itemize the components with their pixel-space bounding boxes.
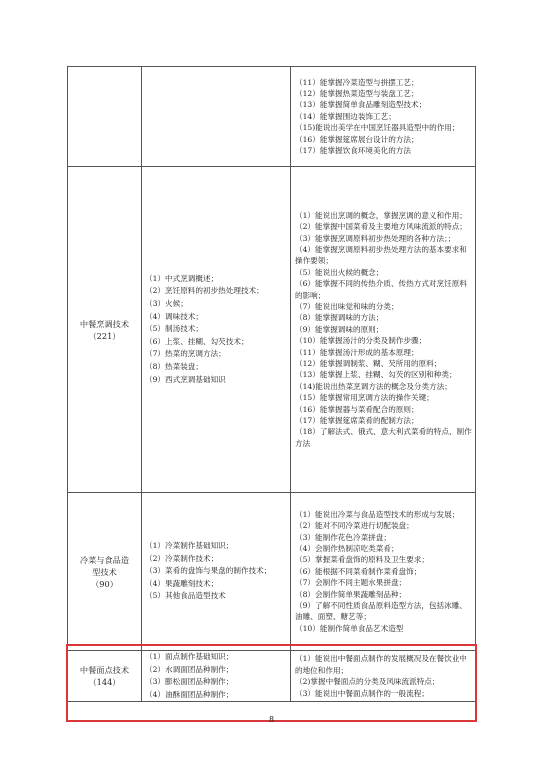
table-row: [68, 651, 476, 702]
goal-item: （4）会制作热制凉吃类菜肴；: [295, 543, 399, 553]
course-name: 中餐面点技术: [79, 665, 130, 676]
content-item: （7）热菜的烹调方法；: [145, 349, 226, 359]
goal-item: （9）了解不同性质食品原料造型方法，包括冰雕、油雕、面塑、糖艺等；: [295, 601, 467, 622]
goal-item: （2）能掌握中国菜肴及主要地方风味流派的特点；: [295, 222, 467, 232]
goal-item: （7）会制作不同主题水果拼盘；: [295, 578, 407, 588]
goal-item: （6）能掌握不同的传热介质、传热方式对烹饪原料的影响；: [295, 279, 467, 300]
course-content-cell: [142, 167, 291, 493]
course-hours: （144）: [88, 677, 121, 688]
goal-item: （16）能掌握器与菜肴配合的原则；: [295, 404, 419, 414]
content-item: （3）火候；: [145, 299, 188, 309]
learning-goals-cell: [291, 651, 476, 702]
table-row: [68, 493, 476, 651]
course-name-cell: [68, 167, 142, 493]
content-item: （3）膨松面团品种制作；: [145, 677, 234, 687]
goal-item: （17）能掌握饮食环境美化的方法: [295, 146, 411, 156]
goal-item: （3）能制作花色冷菜拼盘；: [295, 532, 391, 542]
course-hours: （221）: [88, 330, 121, 341]
goal-item: （14）能掌握围边装饰工艺；: [295, 111, 396, 121]
goal-item: （3）能掌握烹调原料初步热处理的各种方法；；: [295, 233, 456, 243]
goal-item: （5）掌握菜肴盘饰的原料及卫生要求；: [295, 555, 429, 565]
page-number: 8: [268, 715, 275, 724]
goal-item: （10）能掌握汤汁的分类及制作步骤；: [295, 336, 427, 346]
course-hours: （90）: [91, 578, 118, 589]
learning-goals-cell: [291, 167, 476, 493]
goal-item: （3）能说出中餐面点制作的一般流程；: [295, 688, 429, 698]
goal-item: （12）能掌握热菜造型与装盘工艺；: [295, 88, 419, 98]
goal-item: （14)能说出热菜烹调方法的概念及分类方法；: [295, 381, 452, 391]
course-content-cell: [142, 67, 291, 167]
learning-goals-cell: [291, 67, 476, 167]
goal-item: （13）能掌握简单食品雕刻造型技术；: [295, 100, 427, 110]
goal-item: （13）能掌握上浆、挂糊、勾芡的区别和种类；: [295, 370, 457, 380]
goal-item: （6）能根据不同菜肴制作菜肴盘饰；: [295, 566, 422, 576]
content-item: （1）面点制作基础知识；: [145, 652, 234, 661]
content-item: （5）制汤技术；: [145, 324, 203, 334]
content-item: （4）调味技术；: [145, 311, 203, 321]
goal-item: （8）能掌握调味的方法；: [295, 313, 384, 323]
content-item: （4）果蔬雕刻技术；: [145, 578, 219, 588]
table-row: [68, 67, 476, 167]
goal-item: （10）能制作简单食品艺术造型: [295, 623, 404, 633]
course-name-cell: [68, 67, 142, 167]
table-row: [68, 167, 476, 493]
goal-item: （7）能说出味觉和味的分类；: [295, 301, 399, 311]
content-item: （8）热菜装盘；: [145, 361, 203, 371]
content-item: （2）水调面团品种制作；: [145, 664, 234, 674]
course-name: 冷菜与食品造型技术: [79, 554, 130, 577]
goal-item: （11）能掌握汤汁形成的基本原理；: [295, 347, 419, 357]
content-item: （6）上浆、挂糊、勾芡技术；: [145, 336, 249, 346]
course-content-cell: [142, 651, 291, 702]
course-name-cell: [68, 493, 142, 651]
learning-goals-cell: [291, 493, 476, 651]
content-item: （1）中式烹调概述；: [145, 273, 219, 283]
course-content-cell: [142, 493, 291, 651]
goal-item: （15）能掌握常用烹调方法的操作关键；: [295, 393, 434, 403]
goal-item: （2)掌握中餐面点的分类及风味流派特点；: [295, 677, 440, 687]
goal-item: （8）会制作简单果蔬雕刻品种；: [295, 589, 407, 599]
course-name: 中餐烹调技术: [79, 318, 130, 329]
goal-item: （1）能说出烹调的概念，掌握烹调的意义和作用；: [295, 210, 467, 220]
content-item: （3）菜肴的盘饰与果盘的制作技术；: [145, 566, 272, 576]
goal-item: （1）能说出中餐面点制作的发展概况及在餐饮业中的地位和作用；: [295, 654, 467, 675]
goal-item: （15)能说出美学在中国烹饪器具造型中的作用；: [295, 123, 460, 133]
content-item: （2）冷菜制作技术；: [145, 553, 219, 563]
curriculum-table: [67, 66, 476, 702]
content-item: （5）其他食品造型技术: [145, 591, 226, 601]
goal-item: （9）能掌握调味的原则；: [295, 324, 384, 334]
course-name-cell: [68, 651, 142, 702]
goal-item: （17）能掌握筵席菜肴的配制方法；: [295, 416, 419, 426]
goal-item: （18）了解法式、俄式、意大利式菜肴的特点、制作方法: [295, 427, 472, 448]
content-item: （4）油酥面团品种制作；: [145, 689, 234, 699]
goal-item: （12）能掌握调制浆、糊、芡所用的原料；: [295, 359, 442, 369]
goal-item: （16）能掌握筵席展台设计的方法；: [295, 134, 419, 144]
goal-item: （4）能掌握烹调原料初步热处理方法的基本要求和操作要领；: [295, 244, 467, 266]
content-item: （2）烹饪原料的初步热处理技术；: [145, 286, 264, 296]
goal-item: （1）能说出冷菜与食品造型技术的形成与发展；: [295, 509, 460, 519]
goal-item: （11）能掌握冷菜造型与拼摆工艺；: [295, 77, 419, 87]
content-item: （9）西式烹调基础知识: [145, 374, 226, 384]
goal-item: （5）能说出火候的概念；: [295, 267, 384, 277]
goal-item: （2）能对不同冷菜进行切配装盘；: [295, 521, 414, 531]
content-item: （1）冷菜制作基础知识；: [145, 541, 234, 551]
